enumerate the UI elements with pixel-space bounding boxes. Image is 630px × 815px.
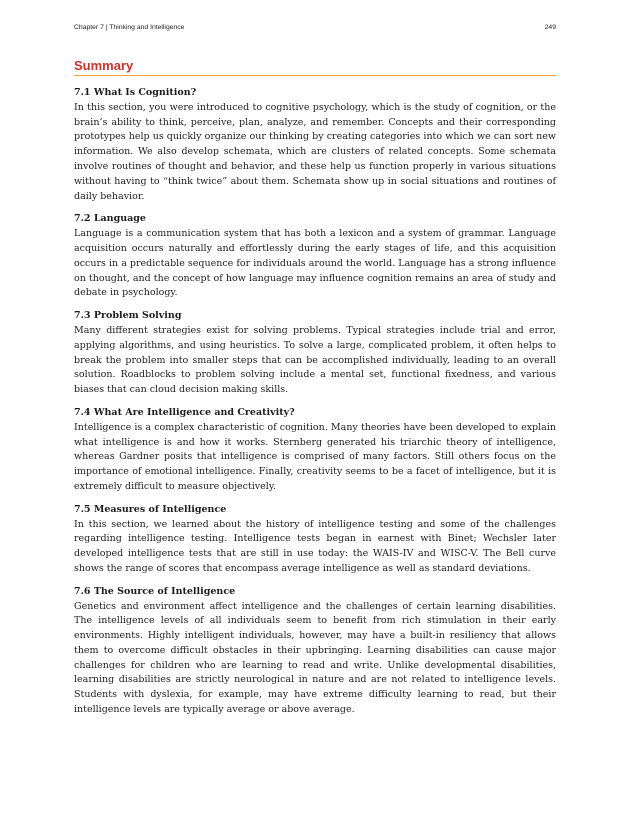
- chapter-label: Chapter 7 | Thinking and Intelligence: [74, 24, 185, 31]
- section-heading: 7.3 Problem Solving: [74, 310, 182, 322]
- page-title: Summary: [74, 58, 134, 73]
- section-body: Genetics and environment affect intelligence and the challenges of certain learning disabilities. The intelligence levels of all individuals seem to benefit from rich stimulation in their early environments. Highly intelligent individuals, however, may have a built-in resiliency that allows them to overcome difficult obstacles in their upbringing. Learning disabilities can cause major challenges for children who are learning to read and write. Unlike developmental disabilities, learning disabilities are strictly neurological in nature and are not related to intelligence levels. Students with dyslexia, for example, may have extreme difficulty learning to read, but their intelligence levels are typically average or above average.: [74, 600, 556, 716]
- section-source-of-intelligence: [74, 585, 556, 718]
- section-heading: 7.6 The Source of Intelligence: [74, 585, 236, 597]
- section-heading: 7.2 Language: [74, 213, 146, 225]
- section-problem-solving: [74, 309, 556, 398]
- section-language: [74, 212, 556, 301]
- section-body: In this section, you were introduced to cognitive psychology, which is the study of cognition, or the brain’s ability to think, perceive, plan, analyze, and remember. Concepts and their corresponding prototypes help us quickly organize our thinking by creating categories into which we can sort new information. We also develop schemata, which are clusters of related concepts. Some schemata involve routines of thought and behavior, and these help us function properly in various situations without having to “think twice” about them. Schemata show up in social situations and routines of daily behavior.: [74, 101, 556, 202]
- page-number: 249: [544, 24, 556, 31]
- summary-content: [74, 86, 556, 726]
- section-heading: 7.4 What Are Intelligence and Creativity?: [74, 406, 295, 418]
- title-divider: [74, 75, 556, 76]
- page-header: [74, 24, 556, 36]
- section-body: Language is a communication system that has both a lexicon and a system of grammar. Language acquisition occurs naturally and effortlessly during the early stages of life, and this acquisition occurs in a predictable sequence for individuals around the world. Language has a strong influence on thought, and the concept of how language may influence cognition remains an area of study and debate in psychology.: [74, 228, 556, 299]
- section-what-is-cognition: [74, 86, 556, 204]
- section-heading: 7.1 What Is Cognition?: [74, 87, 197, 98]
- section-body: Intelligence is a complex characteristic of cognition. Many theories have been developed to explain what intelligence is and how it works. Sternberg generated his triarchic theory of intelligence, whereas Gardner posits that intelligence is comprised of many factors. Still others focus on the importance of emotional intelligence. Finally, creativity seems to be a facet of intelligence, but it is extremely difficult to measure objectively.: [74, 421, 556, 492]
- section-intelligence-creativity: [74, 406, 556, 495]
- section-measures-of-intelligence: [74, 503, 556, 577]
- section-heading: 7.5 Measures of Intelligence: [74, 503, 227, 515]
- section-body: In this section, we learned about the history of intelligence testing and some of the challenges regarding intelligence testing. Intelligence tests began in earnest with Binet; Wechsler later developed intelligence tests that are still in use today: the WAIS-IV and WISC-V. The Bell curve shows the range of scores that encompass average intelligence as well as standard deviations.: [74, 518, 556, 574]
- section-body: Many different strategies exist for solving problems. Typical strategies include trial and error, applying algorithms, and using heuristics. To solve a large, complicated problem, it often helps to break the problem into smaller steps that can be accomplished individually, leading to an overall solution. Roadblocks to problem solving include a mental set, functional fixedness, and various biases that can cloud decision making skills.: [74, 324, 556, 396]
